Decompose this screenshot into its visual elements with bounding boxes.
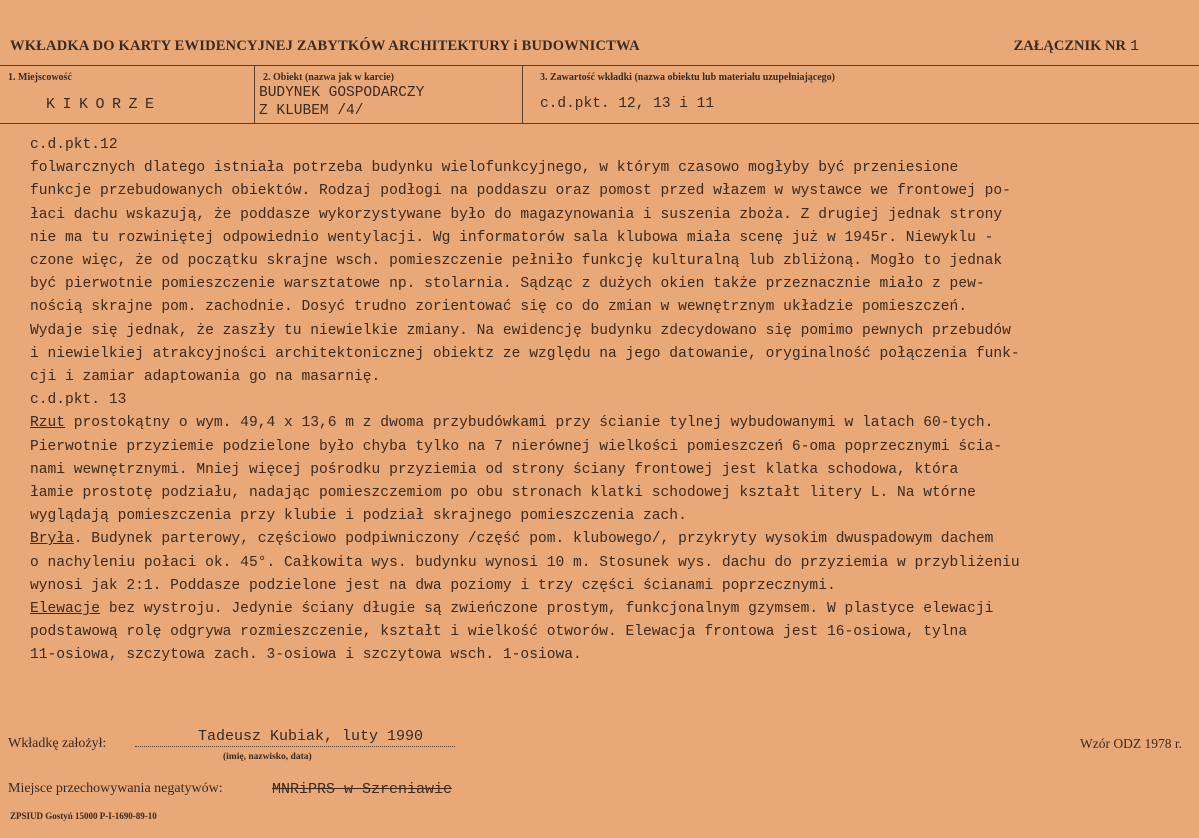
form-title: WKŁADKA DO KARTY EWIDENCYJNEJ ZABYTKÓW ARCHITEKTURY i BUDOWNICTWA <box>10 38 640 54</box>
printer-imprint: ZPSIUD Gostyń 15000 P-I-1690-89-10 <box>10 811 157 821</box>
author-caption: (imię, nazwisko, data) <box>223 752 312 762</box>
document-body <box>30 134 1195 668</box>
body-line: łamie prostotę podziału, nadając pomieszczemiom po obu stronach klatki schodowej kształt litery L. Na wtórne <box>30 485 976 502</box>
author-value: Tadeusz Kubiak, luty 1990 <box>198 728 424 745</box>
field-1-value: KIKORZE <box>46 96 162 113</box>
body-line: łaci dachu wskazują, że poddasze wykorzystywane było do magazynowania i suszenia zboża. Z drugiej jednak strony <box>30 206 1003 223</box>
body-line: c.d.pkt.12 <box>30 137 118 153</box>
body-line: podstawową rolę odgrywa rozmieszczenie, kształt i wielkość otworów. Elewacja frontowa jest 16-osiowa, tylna <box>30 624 968 641</box>
body-line: czone więc, że od początku skrajne wsch. pomieszczenie pełniło funkcję kulturalną lub zbliżoną. Mogło to jednak <box>30 253 1003 270</box>
body-line: wynosi jak 2:1. Poddasze podzielone jest na dwa poziomy i trzy części ścianami poprzecznymi. <box>30 577 836 594</box>
author-label: Wkładkę założył: <box>8 736 107 751</box>
body-line: . Budynek parterowy, częściowo podpiwniczony /część pom. klubowego/, przykryty wysokim dwuspadowym dachem <box>73 531 994 548</box>
attachment-value: 1 <box>1129 38 1139 55</box>
body-line: prostokątny o wym. 49,4 x 13,6 m z dwoma przybudówkami przy ścianie tylnej wybudowanymi w latach 60-tych. <box>65 415 994 432</box>
body-line: nami wewnętrznymi. Mniej więcej pośrodku przyziemia od strony ściany frontowej jest klatka schodowa, która <box>30 461 959 478</box>
body-line: nie ma tu rozwiniętej odpowiednio wentylacji. Wg informatorów sala klubowa miała scenę już w 1945r. Niewyklu - <box>30 229 994 246</box>
body-line: bez wystroju. Jedynie ściany długie są zwieńczone prostym, funkcjonalnym gzymsem. W plastyce elewacji <box>100 601 994 618</box>
section-heading-bryla: Bryła <box>30 531 74 548</box>
body-line: nością skrajne pom. zachodnie. Dosyć trudno zorientować się co do zmian w wewnętrznym układzie pomieszczeń. <box>30 299 968 316</box>
field-divider-2 <box>522 66 523 123</box>
body-line: wyglądają pomieszczenia przy klubie i podział skrajnego pomieszczenia zach. <box>30 508 687 525</box>
form-template-id: Wzór ODZ 1978 r. <box>1080 736 1182 751</box>
body-line: Pierwotnie przyziemie podzielone było chyba tylko na 7 nierównej wielkości pomieszczeń 6-oma poprzecznymi ścia- <box>30 438 1003 455</box>
attachment-label: ZAŁĄCZNIK NR <box>1013 38 1126 54</box>
field-3-value: c.d.pkt. 12, 13 i 11 <box>540 96 715 112</box>
header-rule <box>0 65 1199 66</box>
negatives-value: MNRiPRS w Szreniawie <box>272 781 453 798</box>
body-line: cji i zamiar adaptowania go na masarnię. <box>30 369 381 386</box>
section-heading-elewacje: Elewacje <box>30 601 101 618</box>
body-line: o nachyleniu połaci ok. 45°. Całkowita wys. budynku wynosi 10 m. Stosunek wys. dachu do przyziemia w przybliżeniu <box>30 554 1020 571</box>
attachment-number <box>1014 38 1139 55</box>
fields-rule <box>0 123 1199 124</box>
body-line: Wydaje się jednak, że zaszły tu niewielkie zmiany. Na ewidencję budynku zdecydowano się pomimo pewnych przebudów <box>30 322 1011 339</box>
body-line: funkcje przebudowanych obiektów. Rodzaj podłogi na poddaszu oraz pomost przed włazem w wystawce we frontowej po- <box>30 183 1011 200</box>
field-divider-1 <box>254 66 255 123</box>
body-line: być pierwotnie pomieszczenie warsztatowe np. stolarnia. Sądząc z dużych okien także przeznacznie miało z pew- <box>30 276 985 293</box>
body-line: 11-osiowa, szczytowa zach. 3-osiowa i szczytowa wsch. 1-osiowa. <box>30 647 582 664</box>
author-signature-line <box>135 746 455 747</box>
field-2-label: 2. Obiekt (nazwa jak w karcie) <box>263 72 394 83</box>
field-1-label: 1. Miejscowość <box>8 72 72 83</box>
field-3-label: 3. Zawartość wkładki (nazwa obiektu lub materiału uzupełniającego) <box>540 72 836 83</box>
section-heading-rzut: Rzut <box>30 415 66 432</box>
body-line: i niewielkiej atrakcyjności architektonicznej obiektz ze względu na jego datowanie, oryginalność połączenia funk- <box>30 345 1020 362</box>
body-line: folwarcznych dlatego istniała potrzeba budynku wielofunkcyjnego, w którym czasowo mogłyby być przeniesione <box>30 160 959 177</box>
body-line: c.d.pkt. 13 <box>30 392 127 409</box>
negatives-label: Miejsce przechowywania negatywów: <box>8 781 223 796</box>
field-2-value: BUDYNEK GOSPODARCZY Z KLUBEM /4/ <box>259 85 425 119</box>
